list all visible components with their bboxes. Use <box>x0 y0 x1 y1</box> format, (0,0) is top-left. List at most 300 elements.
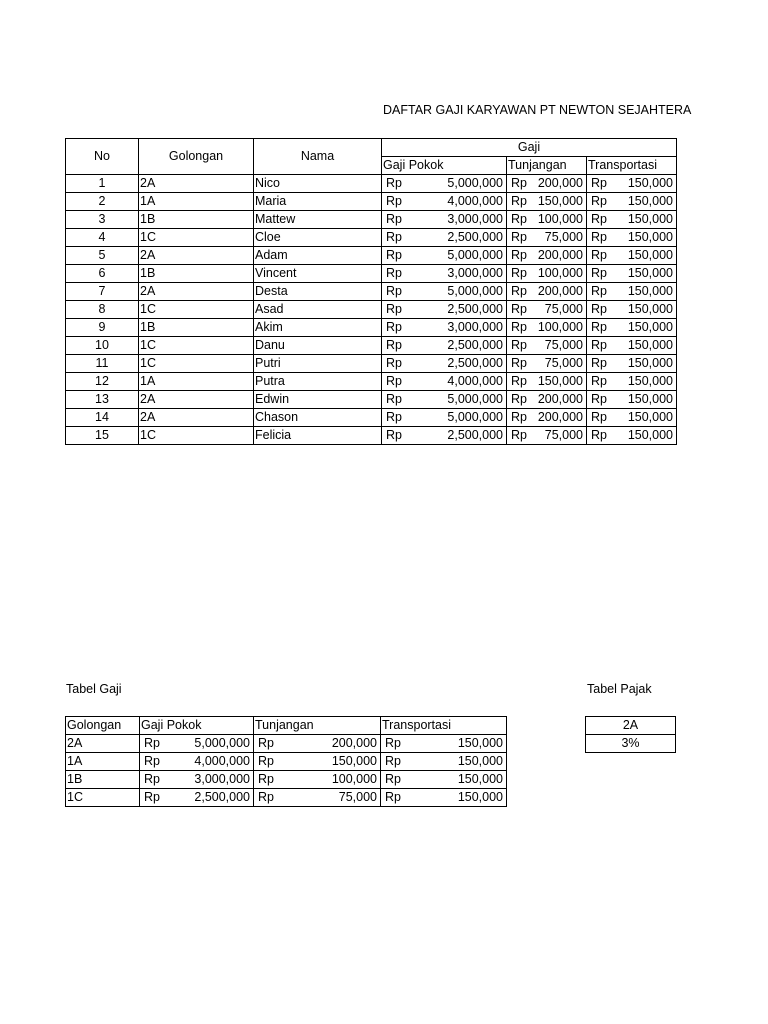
cell-transportasi-value <box>587 427 676 444</box>
cell-tunjangan <box>507 175 587 193</box>
currency-label: Rp <box>591 392 607 406</box>
currency-label: Rp <box>386 302 402 316</box>
cell-no: 2 <box>66 193 139 211</box>
cell-gaji-pokok <box>382 229 507 247</box>
currency-label: Rp <box>591 374 607 388</box>
cell-no: 8 <box>66 301 139 319</box>
cell-no: 11 <box>66 355 139 373</box>
cell-golongan: 2A <box>139 175 254 193</box>
table-row <box>66 753 507 771</box>
cell-tunjangan-value <box>254 771 380 788</box>
cell-tunjangan-value <box>254 753 380 770</box>
cell-transportasi <box>587 193 677 211</box>
amount: 5,000,000 <box>447 392 503 406</box>
cell-tunjangan <box>507 319 587 337</box>
cell-golongan: 1A <box>66 753 140 771</box>
cell-gaji-pokok-value <box>382 373 506 390</box>
amount: 150,000 <box>457 754 503 768</box>
cell-transportasi-value <box>381 735 506 752</box>
table-row <box>66 337 677 355</box>
header-transportasi: Transportasi <box>587 157 677 175</box>
cell-gaji-pokok-value <box>382 355 506 372</box>
currency-label: Rp <box>591 266 607 280</box>
cell-gaji-pokok <box>140 771 254 789</box>
cell-nama: Nico <box>254 175 382 193</box>
table-row <box>66 229 677 247</box>
cell-tunjangan <box>507 193 587 211</box>
tabel-gaji <box>65 716 507 807</box>
amount: 3,000,000 <box>447 266 503 280</box>
cell-golongan: 2A <box>139 409 254 427</box>
tabel-pajak-rate: 3% <box>586 735 676 753</box>
table-row <box>66 247 677 265</box>
currency-label: Rp <box>511 428 527 442</box>
cell-gaji-pokok-value <box>382 211 506 228</box>
currency-label: Rp <box>591 302 607 316</box>
table-row <box>66 373 677 391</box>
amount: 150,000 <box>457 736 503 750</box>
cell-tunjangan-value <box>507 175 586 192</box>
cell-tunjangan-value <box>507 355 586 372</box>
cell-gaji-pokok <box>382 355 507 373</box>
cell-gaji-pokok-value <box>382 319 506 336</box>
table-row <box>66 319 677 337</box>
cell-gaji-pokok <box>382 193 507 211</box>
cell-gaji-pokok <box>140 735 254 753</box>
amount: 4,000,000 <box>447 374 503 388</box>
cell-tunjangan <box>254 789 381 807</box>
salary-table <box>65 138 677 445</box>
currency-label: Rp <box>386 194 402 208</box>
cell-transportasi-value <box>587 283 676 300</box>
amount: 2,500,000 <box>194 790 250 804</box>
cell-transportasi-value <box>587 337 676 354</box>
header-gaji: Gaji <box>382 139 677 157</box>
currency-label: Rp <box>511 374 527 388</box>
cell-gaji-pokok <box>382 391 507 409</box>
cell-gaji-pokok-value <box>140 789 253 806</box>
page-title: DAFTAR GAJI KARYAWAN PT NEWTON SEJAHTERA <box>383 103 692 117</box>
amount: 150,000 <box>331 754 377 768</box>
cell-transportasi <box>587 301 677 319</box>
cell-transportasi-value <box>587 175 676 192</box>
cell-gaji-pokok-value <box>382 265 506 282</box>
cell-transportasi-value <box>587 229 676 246</box>
cell-golongan: 1C <box>139 355 254 373</box>
cell-transportasi <box>381 735 507 753</box>
amount: 150,000 <box>627 356 673 370</box>
currency-label: Rp <box>591 356 607 370</box>
cell-transportasi <box>587 355 677 373</box>
amount: 150,000 <box>627 248 673 262</box>
tabel-pajak-row <box>586 735 676 753</box>
amount: 3,000,000 <box>447 212 503 226</box>
tabel-gaji-header-golongan: Golongan <box>66 717 140 735</box>
header-gaji-pokok: Gaji Pokok <box>382 157 507 175</box>
cell-transportasi-value <box>381 789 506 806</box>
currency-label: Rp <box>511 356 527 370</box>
amount: 150,000 <box>627 338 673 352</box>
currency-label: Rp <box>386 428 402 442</box>
currency-label: Rp <box>385 736 401 750</box>
cell-transportasi <box>587 247 677 265</box>
amount: 5,000,000 <box>447 176 503 190</box>
header-nama: Nama <box>254 139 382 175</box>
currency-label: Rp <box>386 230 402 244</box>
cell-golongan: 1B <box>66 771 140 789</box>
cell-tunjangan-value <box>507 337 586 354</box>
amount: 3,000,000 <box>194 772 250 786</box>
currency-label: Rp <box>386 338 402 352</box>
amount: 75,000 <box>544 338 583 352</box>
cell-transportasi-value <box>587 373 676 390</box>
cell-nama: Adam <box>254 247 382 265</box>
cell-nama: Akim <box>254 319 382 337</box>
cell-no: 3 <box>66 211 139 229</box>
amount: 150,000 <box>627 212 673 226</box>
cell-tunjangan <box>507 337 587 355</box>
cell-transportasi-value <box>587 409 676 426</box>
amount: 5,000,000 <box>447 248 503 262</box>
amount: 2,500,000 <box>447 302 503 316</box>
currency-label: Rp <box>511 194 527 208</box>
currency-label: Rp <box>258 772 274 786</box>
amount: 150,000 <box>537 374 583 388</box>
cell-transportasi <box>587 409 677 427</box>
cell-golongan: 2A <box>139 283 254 301</box>
table-row <box>66 427 677 445</box>
cell-nama: Edwin <box>254 391 382 409</box>
tabel-gaji-label: Tabel Gaji <box>66 682 122 696</box>
tabel-gaji-header-row <box>66 717 507 735</box>
currency-label: Rp <box>591 230 607 244</box>
cell-tunjangan <box>507 427 587 445</box>
cell-tunjangan <box>507 301 587 319</box>
cell-no: 4 <box>66 229 139 247</box>
amount: 150,000 <box>627 176 673 190</box>
header-tunjangan: Tunjangan <box>507 157 587 175</box>
currency-label: Rp <box>591 194 607 208</box>
table-row <box>66 301 677 319</box>
cell-tunjangan <box>507 373 587 391</box>
currency-label: Rp <box>591 248 607 262</box>
amount: 75,000 <box>544 302 583 316</box>
cell-no: 9 <box>66 319 139 337</box>
cell-golongan: 2A <box>66 735 140 753</box>
cell-transportasi-value <box>587 211 676 228</box>
cell-gaji-pokok-value <box>382 409 506 426</box>
cell-gaji-pokok <box>382 211 507 229</box>
cell-gaji-pokok <box>382 265 507 283</box>
cell-golongan: 1C <box>139 229 254 247</box>
amount: 200,000 <box>537 284 583 298</box>
cell-nama: Mattew <box>254 211 382 229</box>
currency-label: Rp <box>385 772 401 786</box>
cell-nama: Maria <box>254 193 382 211</box>
header-golongan: Golongan <box>139 139 254 175</box>
cell-nama: Putri <box>254 355 382 373</box>
cell-golongan: 1B <box>139 265 254 283</box>
table-row <box>66 175 677 193</box>
currency-label: Rp <box>386 374 402 388</box>
table-row <box>66 409 677 427</box>
cell-no: 12 <box>66 373 139 391</box>
currency-label: Rp <box>385 790 401 804</box>
amount: 100,000 <box>537 212 583 226</box>
cell-golongan: 1C <box>139 427 254 445</box>
cell-golongan: 2A <box>139 247 254 265</box>
cell-gaji-pokok <box>140 789 254 807</box>
cell-gaji-pokok-value <box>382 427 506 444</box>
currency-label: Rp <box>386 176 402 190</box>
amount: 200,000 <box>537 248 583 262</box>
cell-transportasi <box>381 789 507 807</box>
cell-no: 1 <box>66 175 139 193</box>
cell-transportasi-value <box>587 247 676 264</box>
amount: 150,000 <box>627 302 673 316</box>
cell-no: 5 <box>66 247 139 265</box>
currency-label: Rp <box>591 176 607 190</box>
currency-label: Rp <box>511 266 527 280</box>
amount: 3,000,000 <box>447 320 503 334</box>
amount: 150,000 <box>627 284 673 298</box>
cell-tunjangan <box>507 265 587 283</box>
currency-label: Rp <box>511 392 527 406</box>
cell-tunjangan <box>254 735 381 753</box>
cell-transportasi <box>587 175 677 193</box>
currency-label: Rp <box>258 790 274 804</box>
currency-label: Rp <box>144 790 160 804</box>
cell-gaji-pokok <box>382 175 507 193</box>
amount: 100,000 <box>537 266 583 280</box>
cell-tunjangan <box>507 355 587 373</box>
cell-gaji-pokok-value <box>382 337 506 354</box>
currency-label: Rp <box>144 736 160 750</box>
cell-no: 15 <box>66 427 139 445</box>
amount: 2,500,000 <box>447 338 503 352</box>
cell-gaji-pokok-value <box>382 283 506 300</box>
amount: 150,000 <box>627 266 673 280</box>
amount: 4,000,000 <box>447 194 503 208</box>
currency-label: Rp <box>511 176 527 190</box>
amount: 75,000 <box>544 428 583 442</box>
cell-tunjangan <box>507 229 587 247</box>
table-row <box>66 735 507 753</box>
cell-golongan: 1C <box>66 789 140 807</box>
currency-label: Rp <box>386 248 402 262</box>
currency-label: Rp <box>591 428 607 442</box>
cell-transportasi <box>587 283 677 301</box>
currency-label: Rp <box>591 410 607 424</box>
cell-transportasi <box>587 391 677 409</box>
amount: 150,000 <box>627 374 673 388</box>
cell-tunjangan-value <box>507 193 586 210</box>
currency-label: Rp <box>511 302 527 316</box>
header-row <box>66 139 677 157</box>
cell-gaji-pokok <box>382 409 507 427</box>
amount: 150,000 <box>537 194 583 208</box>
currency-label: Rp <box>511 320 527 334</box>
cell-transportasi-value <box>587 265 676 282</box>
amount: 2,500,000 <box>447 428 503 442</box>
cell-golongan: 1B <box>139 211 254 229</box>
cell-tunjangan <box>507 211 587 229</box>
cell-golongan: 1B <box>139 319 254 337</box>
cell-nama: Asad <box>254 301 382 319</box>
amount: 150,000 <box>627 428 673 442</box>
currency-label: Rp <box>511 230 527 244</box>
amount: 100,000 <box>537 320 583 334</box>
cell-transportasi-value <box>381 753 506 770</box>
cell-transportasi <box>587 319 677 337</box>
cell-nama: Felicia <box>254 427 382 445</box>
cell-gaji-pokok-value <box>382 301 506 318</box>
cell-gaji-pokok <box>382 337 507 355</box>
amount: 150,000 <box>627 194 673 208</box>
cell-tunjangan <box>254 771 381 789</box>
amount: 200,000 <box>537 176 583 190</box>
cell-nama: Vincent <box>254 265 382 283</box>
cell-tunjangan-value <box>507 283 586 300</box>
cell-nama: Cloe <box>254 229 382 247</box>
amount: 5,000,000 <box>194 736 250 750</box>
cell-tunjangan-value <box>507 427 586 444</box>
cell-gaji-pokok <box>382 373 507 391</box>
cell-no: 13 <box>66 391 139 409</box>
cell-transportasi-value <box>381 771 506 788</box>
cell-gaji-pokok-value <box>382 229 506 246</box>
amount: 150,000 <box>627 392 673 406</box>
cell-transportasi <box>587 265 677 283</box>
amount: 100,000 <box>331 772 377 786</box>
currency-label: Rp <box>591 212 607 226</box>
cell-golongan: 1A <box>139 193 254 211</box>
amount: 75,000 <box>544 230 583 244</box>
cell-tunjangan <box>254 753 381 771</box>
cell-tunjangan-value <box>507 391 586 408</box>
cell-tunjangan-value <box>507 409 586 426</box>
cell-nama: Desta <box>254 283 382 301</box>
cell-gaji-pokok-value <box>382 391 506 408</box>
cell-tunjangan-value <box>254 735 380 752</box>
amount: 5,000,000 <box>447 284 503 298</box>
amount: 5,000,000 <box>447 410 503 424</box>
cell-transportasi-value <box>587 319 676 336</box>
currency-label: Rp <box>386 392 402 406</box>
cell-gaji-pokok-value <box>140 771 253 788</box>
cell-tunjangan <box>507 247 587 265</box>
cell-transportasi <box>587 373 677 391</box>
currency-label: Rp <box>386 356 402 370</box>
amount: 75,000 <box>544 356 583 370</box>
currency-label: Rp <box>511 338 527 352</box>
cell-transportasi <box>381 753 507 771</box>
cell-transportasi <box>587 229 677 247</box>
cell-gaji-pokok-value <box>140 735 253 752</box>
cell-tunjangan-value <box>507 319 586 336</box>
table-row <box>66 771 507 789</box>
amount: 150,000 <box>627 320 673 334</box>
cell-tunjangan-value <box>507 211 586 228</box>
amount: 150,000 <box>627 230 673 244</box>
amount: 4,000,000 <box>194 754 250 768</box>
cell-tunjangan <box>507 409 587 427</box>
table-row <box>66 355 677 373</box>
cell-tunjangan-value <box>507 301 586 318</box>
cell-gaji-pokok-value <box>382 247 506 264</box>
header-no: No <box>66 139 139 175</box>
currency-label: Rp <box>144 754 160 768</box>
currency-label: Rp <box>511 212 527 226</box>
currency-label: Rp <box>591 338 607 352</box>
tabel-pajak-label: Tabel Pajak <box>587 682 652 696</box>
cell-nama: Danu <box>254 337 382 355</box>
currency-label: Rp <box>591 284 607 298</box>
cell-transportasi <box>587 337 677 355</box>
cell-golongan: 2A <box>139 391 254 409</box>
tabel-pajak-row <box>586 717 676 735</box>
cell-transportasi <box>381 771 507 789</box>
tabel-pajak <box>585 716 676 753</box>
cell-no: 7 <box>66 283 139 301</box>
cell-gaji-pokok <box>140 753 254 771</box>
cell-nama: Chason <box>254 409 382 427</box>
cell-gaji-pokok <box>382 301 507 319</box>
cell-tunjangan <box>507 283 587 301</box>
cell-golongan: 1C <box>139 301 254 319</box>
amount: 150,000 <box>627 410 673 424</box>
amount: 2,500,000 <box>447 356 503 370</box>
cell-tunjangan <box>507 391 587 409</box>
currency-label: Rp <box>511 284 527 298</box>
currency-label: Rp <box>258 754 274 768</box>
tabel-gaji-header-tunjangan: Tunjangan <box>254 717 381 735</box>
currency-label: Rp <box>386 212 402 226</box>
cell-tunjangan-value <box>507 265 586 282</box>
cell-gaji-pokok-value <box>382 175 506 192</box>
cell-golongan: 1C <box>139 337 254 355</box>
cell-tunjangan-value <box>507 247 586 264</box>
cell-transportasi-value <box>587 391 676 408</box>
tabel-gaji-header-transportasi: Transportasi <box>381 717 507 735</box>
cell-no: 14 <box>66 409 139 427</box>
currency-label: Rp <box>386 320 402 334</box>
amount: 200,000 <box>537 392 583 406</box>
cell-gaji-pokok-value <box>382 193 506 210</box>
currency-label: Rp <box>386 266 402 280</box>
currency-label: Rp <box>386 410 402 424</box>
cell-tunjangan-value <box>254 789 380 806</box>
tabel-gaji-header-gaji-pokok: Gaji Pokok <box>140 717 254 735</box>
cell-gaji-pokok <box>382 427 507 445</box>
cell-transportasi-value <box>587 193 676 210</box>
cell-gaji-pokok <box>382 247 507 265</box>
currency-label: Rp <box>144 772 160 786</box>
currency-label: Rp <box>386 284 402 298</box>
tabel-pajak-golongan: 2A <box>586 717 676 735</box>
cell-gaji-pokok <box>382 319 507 337</box>
amount: 2,500,000 <box>447 230 503 244</box>
cell-tunjangan-value <box>507 229 586 246</box>
table-row <box>66 283 677 301</box>
table-row <box>66 193 677 211</box>
cell-tunjangan-value <box>507 373 586 390</box>
amount: 200,000 <box>331 736 377 750</box>
table-row <box>66 265 677 283</box>
amount: 200,000 <box>537 410 583 424</box>
table-row <box>66 391 677 409</box>
cell-no: 10 <box>66 337 139 355</box>
